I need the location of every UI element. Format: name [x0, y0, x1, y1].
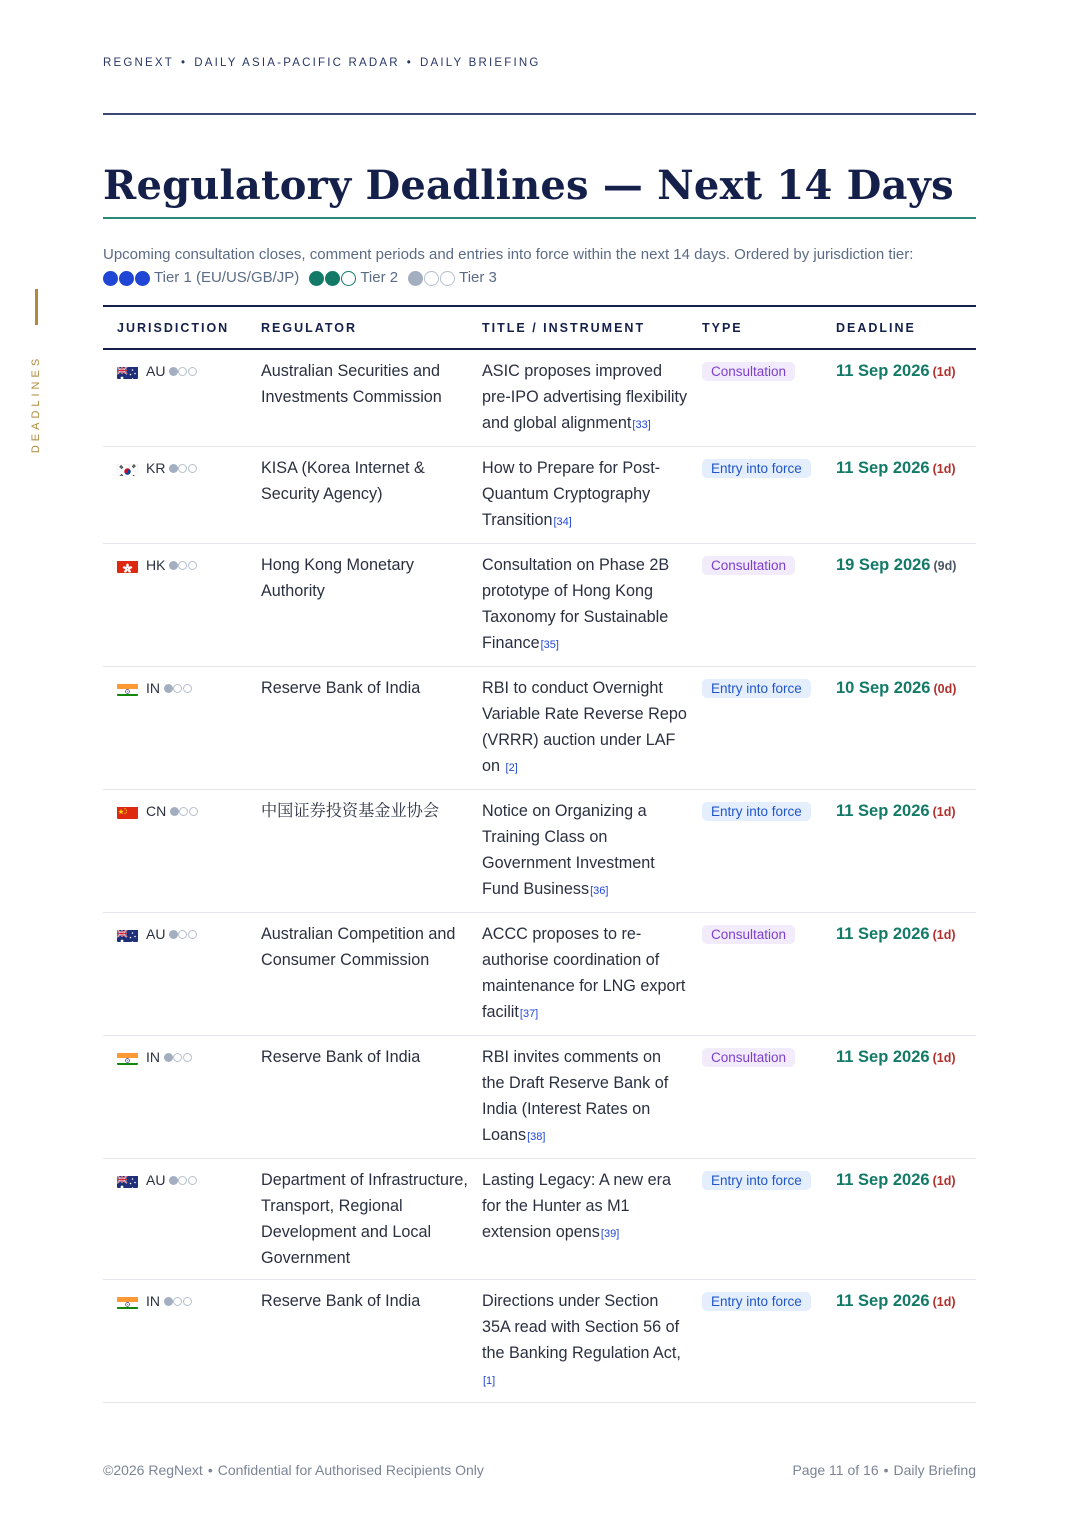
type-badge: Entry into force	[702, 1292, 811, 1311]
footer-doc-name: Daily Briefing	[893, 1462, 976, 1478]
cell-regulator: Australian Securities and Investments Commission	[261, 349, 482, 447]
citation-link[interactable]: [36]	[590, 885, 609, 897]
tier-dot-empty-icon	[188, 930, 197, 939]
flag-au-icon	[117, 927, 138, 942]
deadline-date: 11 Sep 2026	[836, 802, 930, 820]
cell-regulator: Hong Kong Monetary Authority	[261, 544, 482, 667]
tier-dot-empty-icon	[188, 464, 197, 473]
type-badge: Consultation	[702, 1048, 795, 1067]
deadline-date: 11 Sep 2026	[836, 1292, 930, 1310]
jurisdiction-code: AU	[146, 926, 166, 942]
cell-type	[702, 790, 836, 913]
deadline-date: 11 Sep 2026	[836, 362, 930, 380]
citation-link[interactable]: [1]	[483, 1375, 496, 1387]
tier-dot-empty-icon	[189, 807, 198, 816]
cell-regulator: Reserve Bank of India	[261, 1036, 482, 1159]
tier-dot-icon	[135, 271, 150, 286]
table-header-row	[103, 306, 976, 349]
legend-tier-1	[103, 267, 299, 289]
table-row	[103, 349, 976, 447]
cell-title	[482, 544, 702, 667]
tier-dot-empty-icon	[178, 1176, 187, 1185]
cell-deadline	[836, 1036, 976, 1159]
footer-copyright: ©2026 RegNext	[103, 1462, 203, 1478]
footer-separator: •	[883, 1462, 889, 1478]
cell-jurisdiction	[103, 1280, 261, 1403]
tier-legend	[103, 267, 507, 289]
cell-jurisdiction	[103, 1036, 261, 1159]
cell-jurisdiction	[103, 790, 261, 913]
footer-separator: •	[207, 1462, 213, 1478]
type-badge: Entry into force	[702, 802, 811, 821]
cell-deadline	[836, 667, 976, 790]
page-title: Regulatory Deadlines — Next 14 Days	[103, 162, 954, 209]
flag-au-icon	[117, 1173, 138, 1188]
cell-deadline	[836, 913, 976, 1036]
cell-type	[702, 1159, 836, 1280]
days-remaining: (1d)	[932, 1295, 956, 1309]
jurisdiction-code: CN	[146, 803, 167, 819]
instrument-title: RBI invites comments on the Draft Reserve Bank of India (Interest Rates on Loans	[482, 1048, 669, 1144]
days-remaining: (1d)	[932, 805, 956, 819]
footer-left	[103, 1462, 484, 1478]
cell-deadline	[836, 1280, 976, 1403]
cell-type	[702, 1036, 836, 1159]
cell-deadline	[836, 447, 976, 544]
days-remaining: (1d)	[932, 1174, 956, 1188]
legend-label: Tier 2	[360, 269, 399, 286]
header-rule	[103, 113, 976, 115]
tier-dot-icon	[164, 1053, 173, 1062]
jurisdiction-code: IN	[146, 680, 160, 696]
header-brand: REGNEXT	[103, 57, 174, 69]
type-badge: Entry into force	[702, 679, 811, 698]
tier-indicator	[168, 552, 197, 578]
jurisdiction-code: HK	[146, 557, 166, 573]
footer-page-number: Page 11 of 16	[792, 1462, 879, 1478]
tier-dot-icon	[170, 807, 179, 816]
cell-title	[482, 1159, 702, 1280]
tier-dot-empty-icon	[440, 271, 455, 286]
jurisdiction-code: KR	[146, 460, 166, 476]
tier-dot-empty-icon	[178, 464, 187, 473]
cell-deadline	[836, 1159, 976, 1280]
cell-type	[702, 1280, 836, 1403]
tier-dot-empty-icon	[173, 1053, 182, 1062]
cell-title	[482, 1036, 702, 1159]
tier-dot-empty-icon	[179, 807, 188, 816]
days-remaining: (1d)	[932, 462, 956, 476]
cell-jurisdiction	[103, 349, 261, 447]
tier-dot-empty-icon	[424, 271, 439, 286]
table-row	[103, 1280, 976, 1403]
deadlines-table	[103, 305, 976, 1403]
tier-dot-empty-icon	[188, 1176, 197, 1185]
table-row	[103, 1036, 976, 1159]
instrument-title: Notice on Organizing a Training Class on Government Investment Fund Business	[482, 802, 655, 898]
cell-type	[702, 913, 836, 1036]
tier-dot-icon	[164, 684, 173, 693]
jurisdiction-code: AU	[146, 363, 166, 379]
jurisdiction-code: IN	[146, 1293, 160, 1309]
cell-title	[482, 913, 702, 1036]
tier-dot-empty-icon	[183, 684, 192, 693]
tier-dot-icon	[103, 271, 118, 286]
deadline-date: 11 Sep 2026	[836, 1171, 930, 1189]
flag-hk-icon	[117, 558, 138, 573]
cell-type	[702, 667, 836, 790]
type-badge: Consultation	[702, 362, 795, 381]
tier-dot-empty-icon	[178, 930, 187, 939]
cell-regulator: Australian Competition and Consumer Commission	[261, 913, 482, 1036]
tier-dot-empty-icon	[183, 1053, 192, 1062]
days-remaining: (1d)	[932, 928, 956, 942]
tier-dot-empty-icon	[341, 271, 356, 286]
cell-regulator: Reserve Bank of India	[261, 667, 482, 790]
cell-jurisdiction	[103, 913, 261, 1036]
flag-kr-icon	[117, 461, 138, 476]
legend-tier-3	[408, 267, 497, 289]
instrument-title: Directions under Section 35A read with Section 56 of the Banking Regulation Act,	[482, 1292, 681, 1362]
cell-regulator: KISA (Korea Internet & Security Agency)	[261, 447, 482, 544]
table-row	[103, 544, 976, 667]
tier-dot-empty-icon	[178, 561, 187, 570]
citation-link[interactable]: [2]	[505, 762, 518, 774]
tier-dot-empty-icon	[178, 367, 187, 376]
days-remaining: (9d)	[933, 559, 957, 573]
table-row	[103, 913, 976, 1036]
header-kind: DAILY BRIEFING	[420, 57, 541, 69]
flag-cn-icon	[117, 804, 138, 819]
deadline-date: 11 Sep 2026	[836, 925, 930, 943]
citation-link[interactable]: [35]	[540, 639, 559, 651]
cell-title	[482, 790, 702, 913]
type-badge: Entry into force	[702, 459, 811, 478]
intro-text: Upcoming consultation closes, comment periods and entries into force within the next 14 days. Ordered by jurisdiction tier:	[103, 246, 914, 263]
citation-link[interactable]: [34]	[553, 516, 572, 528]
cell-regulator: Reserve Bank of India	[261, 1280, 482, 1403]
deadline-date: 19 Sep 2026	[836, 556, 931, 574]
citation-link[interactable]: [39]	[600, 1228, 620, 1240]
flag-au-icon	[117, 364, 138, 379]
cell-title	[482, 667, 702, 790]
jurisdiction-code: AU	[146, 1172, 166, 1188]
flag-in-icon	[117, 1294, 138, 1309]
cell-title	[482, 349, 702, 447]
column-header-jurisdiction: JURISDICTION	[103, 306, 261, 349]
days-remaining: (1d)	[932, 1051, 956, 1065]
tier-indicator	[163, 1288, 192, 1314]
citation-link[interactable]: [37]	[519, 1008, 539, 1020]
tier-dot-icon	[169, 367, 178, 376]
instrument-title: Consultation on Phase 2B prototype of Hong Kong Taxonomy for Sustainable Finance	[482, 556, 670, 652]
tier-indicator	[168, 455, 197, 481]
tier-indicator	[163, 1044, 192, 1070]
type-badge: Consultation	[702, 925, 795, 944]
citation-link[interactable]: [38]	[527, 1131, 546, 1143]
instrument-title: RBI to conduct Overnight Variable Rate Reverse Repo (VRRR) auction under LAF on	[482, 679, 687, 775]
cell-title	[482, 447, 702, 544]
tier-dot-empty-icon	[173, 684, 182, 693]
tier-indicator	[163, 675, 192, 701]
cell-jurisdiction	[103, 1159, 261, 1280]
cell-jurisdiction	[103, 544, 261, 667]
jurisdiction-code: IN	[146, 1049, 160, 1065]
side-section-label: DEADLINES	[30, 354, 42, 454]
cell-deadline	[836, 544, 976, 667]
flag-in-icon	[117, 1050, 138, 1065]
days-remaining: (1d)	[932, 365, 956, 379]
tier-indicator	[168, 921, 197, 947]
tier-dot-icon	[169, 930, 178, 939]
legend-label: Tier 3	[459, 269, 497, 286]
cell-jurisdiction	[103, 667, 261, 790]
flag-in-icon	[117, 681, 138, 696]
cell-type	[702, 349, 836, 447]
tier-dot-empty-icon	[188, 561, 197, 570]
tier-dot-empty-icon	[188, 367, 197, 376]
deadline-date: 11 Sep 2026	[836, 1048, 930, 1066]
header-separator: •	[406, 57, 414, 69]
tier-indicator	[169, 798, 198, 824]
table-row	[103, 790, 976, 913]
cell-type	[702, 544, 836, 667]
cell-regulator: Department of Infrastructure, Transport, Regional Development and Local Government	[261, 1159, 482, 1280]
title-rule	[103, 217, 976, 219]
tier-dot-icon	[169, 1176, 178, 1185]
side-accent-bar	[35, 289, 38, 325]
header-section: DAILY ASIA-PACIFIC RADAR	[194, 57, 400, 69]
cell-regulator: 中国证券投资基金业协会	[261, 790, 482, 913]
tier-dot-empty-icon	[173, 1297, 182, 1306]
legend-tier-2	[309, 267, 398, 289]
column-header-regulator: REGULATOR	[261, 306, 482, 349]
deadline-date: 10 Sep 2026	[836, 679, 931, 697]
type-badge: Consultation	[702, 556, 795, 575]
instrument-title: ACCC proposes to re-authorise coordination of maintenance for LNG export facilit	[482, 925, 686, 1021]
footer-confidential: Confidential for Authorised Recipients Only	[217, 1462, 484, 1478]
table-row	[103, 1159, 976, 1280]
type-badge: Entry into force	[702, 1171, 811, 1190]
tier-indicator	[168, 1167, 197, 1193]
instrument-title: Lasting Legacy: A new era for the Hunter as M1 extension opens	[482, 1171, 671, 1241]
instrument-title: How to Prepare for Post-Quantum Cryptography Transition	[482, 459, 661, 529]
footer-right	[792, 1462, 976, 1478]
column-header-type: TYPE	[702, 306, 836, 349]
column-header-deadline: DEADLINE	[836, 306, 976, 349]
tier-dot-empty-icon	[183, 1297, 192, 1306]
table-row	[103, 667, 976, 790]
cell-deadline	[836, 349, 976, 447]
tier-dot-icon	[408, 271, 423, 286]
tier-dot-icon	[169, 464, 178, 473]
tier-dot-icon	[164, 1297, 173, 1306]
table-row	[103, 447, 976, 544]
tier-dot-icon	[119, 271, 134, 286]
deadline-date: 11 Sep 2026	[836, 459, 930, 477]
header-separator: •	[181, 57, 188, 69]
cell-type	[702, 447, 836, 544]
running-header	[103, 57, 541, 69]
days-remaining: (0d)	[933, 682, 957, 696]
citation-link[interactable]: [33]	[632, 419, 651, 431]
tier-dot-icon	[309, 271, 324, 286]
tier-dot-icon	[325, 271, 340, 286]
tier-indicator	[168, 358, 197, 384]
legend-label: Tier 1 (EU/US/GB/JP)	[154, 269, 300, 286]
cell-deadline	[836, 790, 976, 913]
cell-title	[482, 1280, 702, 1403]
tier-dot-icon	[169, 561, 178, 570]
instrument-title: ASIC proposes improved pre-IPO advertising flexibility and global alignment	[482, 362, 688, 432]
column-header-title: TITLE / INSTRUMENT	[482, 306, 702, 349]
cell-jurisdiction	[103, 447, 261, 544]
